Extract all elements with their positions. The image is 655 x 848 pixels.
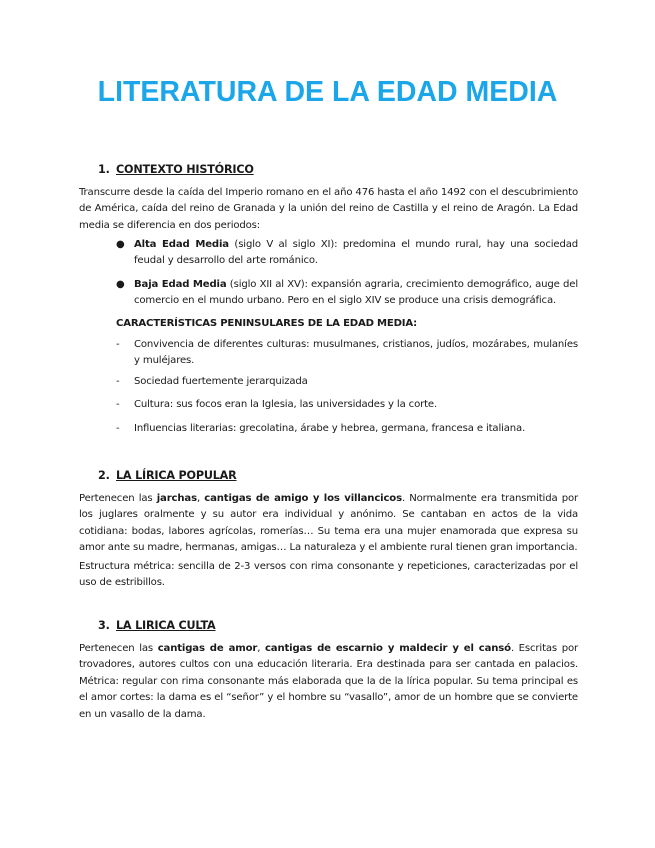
- text-run: Pertenecen las: [79, 643, 158, 654]
- bullet-marker: ●: [116, 239, 125, 250]
- dash-marker: -: [116, 399, 120, 410]
- paragraph-intro: Transcurre desde la caída del Imperio romano en el año 476 hasta el año 1492 con el descubrimiento de América, caída del reino de Granada y la unión del reino de Castilla y el reino de Aragón. La Edad media se diferencia en dos periodos:: [79, 187, 578, 231]
- text-run-bold: jarchas: [156, 493, 197, 504]
- text-run-bold: cantigas de amigo y los villancicos: [204, 493, 402, 504]
- list-item: Sociedad fuertemente jerarquizada: [134, 376, 308, 387]
- bullet-item-baja-edad-media: [134, 277, 578, 310]
- section-heading-text: CONTEXTO HISTÓRICO: [116, 163, 254, 176]
- list-item: Influencias literarias: grecolatina, árabe y hebrea, germana, francesa e italiana.: [134, 423, 526, 434]
- text-run: . Escritas por trovadores, autores cultos con una educación literaria. Era destinada para ser cantada en palacios. Métrica: regular con rima consonante más elaborada que la de la lírica popular. Su tema principal es el amor cortes: la dama es el “señor” y el hombre su “vasallo”, amor de un hombre que se convierte en un vasallo de la dama.: [79, 643, 578, 720]
- text-run: ,: [257, 643, 265, 654]
- bullet-text: (siglo XII al XV): expansión agraria, crecimiento demográfico, auge del comercio en el mundo urbano. Pero en el siglo XIV se produce una crisis demográfica.: [134, 279, 578, 307]
- bullet-text: (siglo V al siglo XI): predomina el mundo rural, hay una sociedad feudal y desarrollo del arte románico.: [134, 239, 578, 267]
- paragraph-lirica-popular: [79, 491, 578, 557]
- section-heading-3: [98, 619, 216, 632]
- list-item: Cultura: sus focos eran la Iglesia, las universidades y la corte.: [134, 399, 438, 410]
- subheading-caracteristicas: CARACTERÍSTICAS PENINSULARES DE LA EDAD MEDIA:: [116, 318, 417, 329]
- list-item: Convivencia de diferentes culturas: musulmanes, cristianos, judíos, mozárabes, mulaníes y muléjares.: [134, 339, 578, 367]
- dash-marker: -: [116, 339, 120, 350]
- bullet-term: Baja Edad Media: [134, 279, 227, 290]
- section-number: 3.: [98, 619, 110, 632]
- paragraph-estructura-metrica: Estructura métrica: sencilla de 2-3 versos con rima consonante y repeticiones, caracterizadas por el uso de estribillos.: [79, 561, 578, 589]
- text-run: Pertenecen las: [79, 493, 157, 504]
- text-run: . Normalmente era transmitida por los juglares oralmente y su autor era individual y anónimo. Se cantaban en actos de la vida cotidiana: bodas, labores agrícolas, romerías… Su tema era una mujer enamorada que expresa su amor ante su madre, hermanas, amigas… La naturaleza y el ambiente rural tienen gran importancia.: [79, 493, 578, 554]
- bullet-marker: ●: [116, 279, 125, 290]
- section-heading-text: LA LÍRICA POPULAR: [116, 469, 237, 482]
- text-run-bold: cantigas de amor: [157, 643, 258, 654]
- text-run-bold: cantigas de escarnio y maldecir y el cansó: [264, 643, 511, 654]
- bullet-term: Alta Edad Media: [134, 239, 229, 250]
- paragraph-lirica-culta: [79, 641, 578, 723]
- section-heading-1: [98, 163, 254, 176]
- document-title: LITERATURA DE LA EDAD MEDIA: [97, 76, 558, 108]
- text-run: ,: [196, 493, 205, 504]
- section-number: 1.: [98, 163, 110, 176]
- bullet-item-alta-edad-media: [134, 237, 578, 270]
- section-heading-text: LA LIRICA CULTA: [116, 619, 216, 632]
- section-heading-2: [98, 469, 237, 482]
- dash-marker: -: [116, 376, 120, 387]
- section-number: 2.: [98, 469, 110, 482]
- dash-marker: -: [116, 423, 120, 434]
